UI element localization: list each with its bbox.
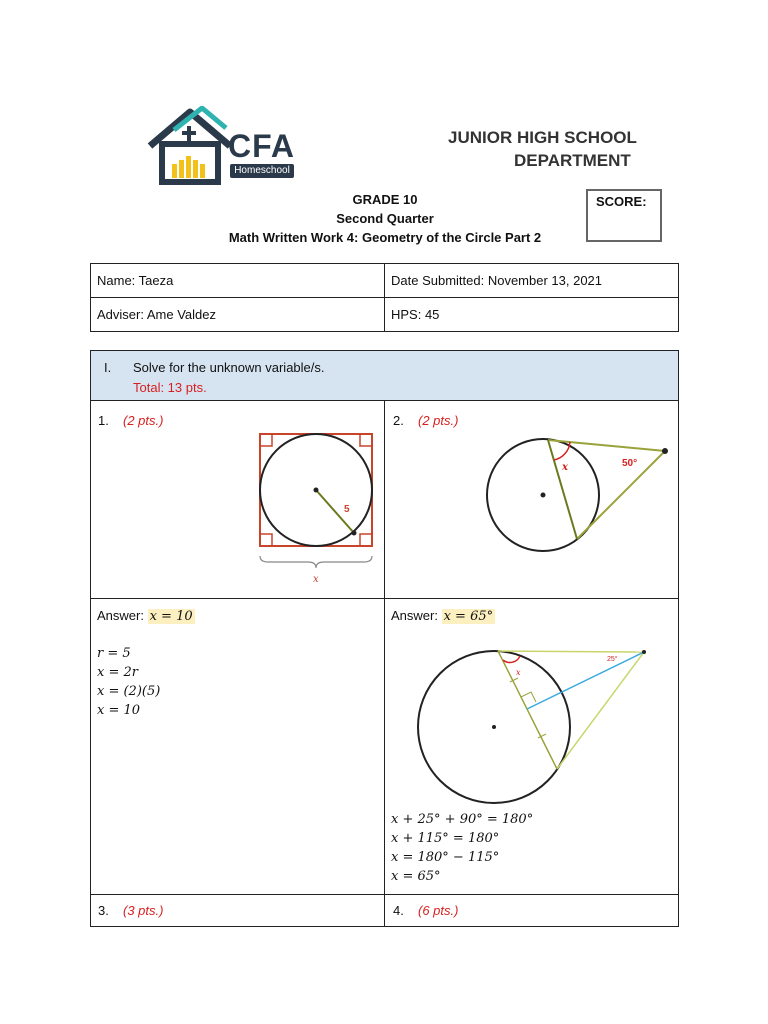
document-title-block <box>200 190 570 247</box>
work-2-line: x = 65° <box>391 869 441 884</box>
problem-3-number: 3. <box>98 903 109 918</box>
problem-1-number: 1. <box>98 413 109 428</box>
problem-2-points: (2 pts.) <box>418 413 459 428</box>
quarter-label: Second Quarter <box>336 211 434 226</box>
answer-1-label: Answer: <box>97 608 144 623</box>
problem-3-points: (3 pts.) <box>123 903 164 918</box>
adviser-name: Adviser: Ame Valdez <box>91 298 385 332</box>
answer-1-row <box>97 608 195 624</box>
student-name: Name: Taeza <box>91 264 385 298</box>
logo-wordmark: CFA <box>228 128 295 164</box>
angle-label: 25° <box>607 656 618 663</box>
column-divider <box>384 401 385 927</box>
x-label: x <box>313 574 319 585</box>
radius-label: 5 <box>344 504 350 515</box>
section-numeral: I. <box>104 360 112 375</box>
angle-label: 50° <box>622 458 638 469</box>
logo-subtitle: Homeschool <box>230 164 294 178</box>
work-2-line: x + 25° + 90° = 180° <box>391 812 534 827</box>
answer-1-value: x = 10 <box>149 609 193 624</box>
department-line-1: JUNIOR HIGH SCHOOL <box>448 128 637 147</box>
problem-2-number: 2. <box>393 413 404 428</box>
answer-2-row <box>391 608 495 624</box>
problem-4-number: 4. <box>393 903 404 918</box>
x-label: x <box>562 462 568 473</box>
date-submitted: Date Submitted: November 13, 2021 <box>385 264 679 298</box>
row-divider <box>90 598 679 599</box>
x-label: x <box>516 668 521 677</box>
problem-2-figure <box>470 430 678 560</box>
work-1-line: x = 10 <box>97 703 141 718</box>
work-1-line: x = (2)(5) <box>97 684 161 699</box>
answer-2-value: x = 65° <box>443 609 494 624</box>
section-instruction: Solve for the unknown variable/s. <box>133 360 325 375</box>
score-label: SCORE: <box>596 194 647 209</box>
worksheet-title: Math Written Work 4: Geometry of the Circle Part 2 <box>228 230 542 245</box>
work-1-line: r = 5 <box>97 646 131 661</box>
section-total: Total: 13 pts. <box>133 380 207 395</box>
row-divider <box>90 894 679 895</box>
work-1-line: x = 2r <box>97 665 138 680</box>
problem-4-points: (6 pts.) <box>418 903 459 918</box>
student-info-table <box>90 263 679 332</box>
work-2-line: x + 115° = 180° <box>391 831 500 846</box>
problem-1-points: (2 pts.) <box>123 413 164 428</box>
answer-2-label: Answer: <box>391 608 438 623</box>
problem-2-solution-figure <box>414 642 650 806</box>
department-line-2: DEPARTMENT <box>514 151 631 170</box>
problem-1-figure <box>250 428 378 590</box>
highest-possible-score: HPS: 45 <box>385 298 679 332</box>
grade-label: GRADE 10 <box>352 192 418 207</box>
work-2-line: x = 180° − 115° <box>391 850 500 865</box>
